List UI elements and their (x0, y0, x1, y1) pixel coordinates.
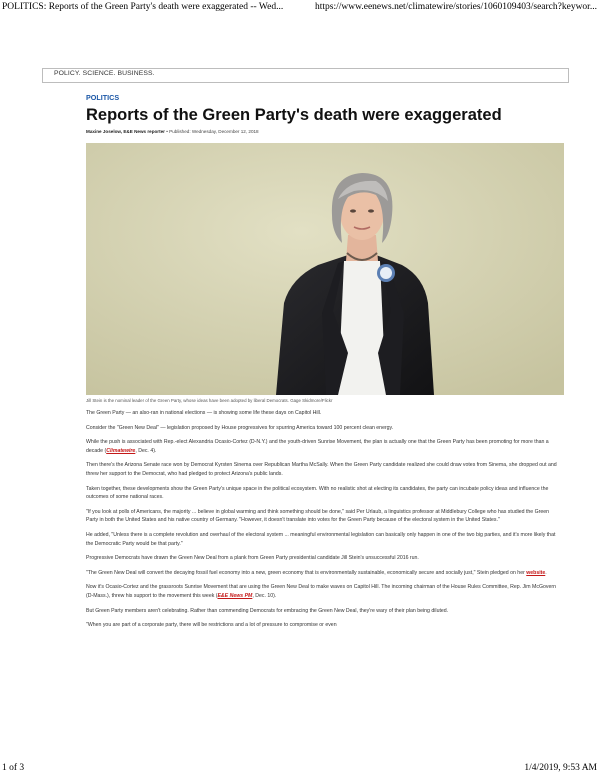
page-number: 1 of 3 (2, 763, 25, 773)
site-tagline-bar (42, 68, 569, 83)
paragraph-text: While the push is associated with Rep.-elect Alexandria Ocasio-Cortez (D-N.Y.) and the youth-driven Sunrise Movement, the plan is actually one that the Green Party has been promoting for more than a decade ( (86, 439, 549, 454)
article-paragraph (86, 621, 562, 630)
inline-link[interactable]: E&E News PM (217, 592, 253, 599)
paragraph-text: But Green Party members aren't celebrating. Rather than commending Democrats for embracing the Green New Deal, they're wary of their plan being diluted. (86, 607, 449, 614)
article-byline (86, 129, 566, 134)
print-footer (0, 763, 600, 776)
site-tagline: POLICY. SCIENCE. BUSINESS. (54, 70, 155, 77)
paragraph-text: "If you look at polls of Americans, the majority ... believe in global warming and think something should be done," said Per Urlaub, a linguistics professor at Middlebury College who has studied the Green Party in both the United States and his native country of Germany. "However, it doesn't translate into votes for the Green Party because of the electoral system in the United States." (86, 508, 550, 524)
paragraph-text: "The Green New Deal will convert the decaying fossil fuel economy into a new, green economy that is environmentally sustainable, economically secure and socially just," Stein pledged on her (86, 569, 527, 576)
paragraph-text: He added, "Unless there is a complete revolution and overhaul of the electoral system ... meaningful environmental legislation can basically only happen in one of the two big parties, and it's more likely that the Democratic Party would be that party." (86, 531, 556, 547)
print-datetime: 1/4/2019, 9:53 AM (524, 763, 597, 773)
photo-image (86, 143, 564, 395)
paragraph-text-after: , Dec. 10). (252, 592, 277, 599)
paragraph-text-after: . (545, 569, 547, 576)
article-paragraph (86, 569, 562, 578)
section-label[interactable]: POLITICS (86, 93, 120, 102)
print-header-url: https://www.eenews.net/climatewire/stories/1060109403/search?keywor... (315, 2, 597, 12)
article (86, 93, 566, 629)
article-headline: Reports of the Green Party's death were exaggerated (86, 106, 502, 124)
article-paragraph (86, 461, 562, 478)
print-header-title: POLITICS: Reports of the Green Party's death were exaggerated -- Wed... (2, 2, 284, 12)
article-paragraph (86, 508, 562, 525)
inline-link[interactable]: Climatewire (106, 447, 136, 454)
byline-date: • Published: Wednesday, December 12, 2018 (166, 129, 259, 134)
article-paragraph (86, 438, 562, 455)
paragraph-text: Consider the "Green New Deal" — legislation proposed by House progressives for spurring America toward 100 percent clean energy. (86, 424, 394, 431)
paragraph-text: Now it's Ocasio-Cortez and the grassroots Sunrise Movement that are using the Green New Deal to make waves on Capitol Hill. The incoming chairman of the House Rules Committee, Rep. Jim McGovern (D-Mass.), threw his support to the movement this week ( (86, 584, 556, 599)
article-paragraph (86, 583, 562, 600)
photo-caption: Jill Stein is the nominal leader of the Green Party, whose ideas have been adopted by liberal Democrats. Gage Skidmore/Flickr (86, 398, 333, 403)
paragraph-text-after: , Dec. 4). (135, 447, 157, 454)
article-paragraph (86, 531, 562, 548)
print-header (0, 0, 600, 14)
paragraph-text: Taken together, these developments show the Green Party's unique space in the political ecosystem. With no realistic shot at electing its candidates, the party can incubate policy ideas and influence the outcomes of some national races. (86, 485, 549, 501)
article-photo (86, 143, 564, 395)
article-paragraph (86, 409, 562, 418)
article-paragraph (86, 607, 562, 616)
article-paragraph (86, 554, 562, 563)
paragraph-text: The Green Party — an also-ran in national elections — is showing some life these days on Capitol Hill. (86, 410, 322, 416)
paragraph-text: "When you are part of a corporate party, there will be restrictions and a lot of pressure to compromise or even (86, 622, 337, 629)
paragraph-text: Then there's the Arizona Senate race won by Democrat Kyrsten Sinema over Republican Martha McSally. When the Green Party candidate realized she could draw votes from Sinema, she dropped out and threw her support to the Democrat, who had pledged to protect Arizona's public lands. (86, 462, 557, 477)
article-paragraph (86, 485, 562, 502)
article-paragraph (86, 424, 562, 433)
inline-link[interactable]: website (526, 569, 546, 576)
article-body (86, 409, 562, 636)
byline-author: Maxine Joselow, E&E News reporter (86, 129, 165, 134)
paragraph-text: Progressive Democrats have drawn the Green New Deal from a plank from Green Party presidential candidate Jill Stein's unsuccessful 2016 run. (86, 555, 419, 562)
